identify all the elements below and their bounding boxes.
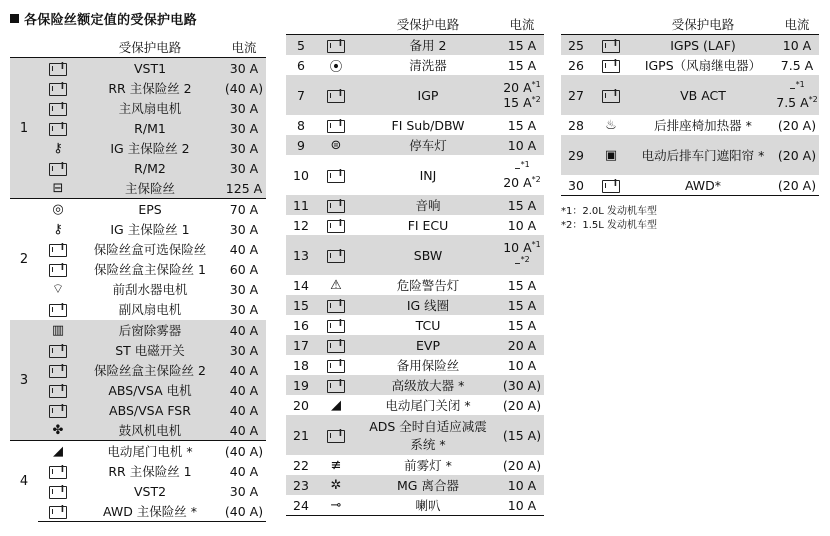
fuse-number: 27 (561, 75, 591, 115)
circuit-label: SBW (356, 235, 500, 275)
circuit-label: 备用保险丝 (396, 358, 460, 373)
circuit-label: AWD 主保险丝 * (78, 501, 222, 522)
ignition-icon: ⚷ (53, 222, 63, 237)
current-value: 125 A (222, 178, 266, 199)
fuse-number: 10 (293, 167, 309, 183)
table-row (10, 178, 266, 199)
book-icon (49, 466, 67, 479)
current-value: 40 A (222, 380, 266, 400)
fuse-number: 13 (286, 235, 316, 275)
circuit-label: 主保险丝 (78, 178, 222, 199)
current-value: 10 A (507, 357, 537, 373)
book-icon (49, 385, 67, 398)
book-icon (49, 163, 67, 176)
circuit-label: 清洗器 (409, 58, 447, 73)
table-row (10, 118, 266, 138)
current-value: –$^{*1}$ 20 $A^{*2}$ (503, 159, 541, 191)
battery-icon: ⊟ (52, 181, 64, 196)
book-icon (327, 40, 345, 53)
table-row (10, 441, 266, 462)
foglight-icon: ≢ (330, 458, 342, 473)
table-row (286, 455, 544, 475)
circuit-label: RR 主保险丝 2 (78, 78, 222, 98)
current-value: 15 A (507, 117, 537, 133)
table-row (10, 239, 266, 259)
page-title: 各保险丝额定值的受保护电路 (10, 9, 197, 28)
current-value: 40 A (222, 320, 266, 341)
current-value: 7.5 A (780, 57, 814, 73)
current-value: 70 A (222, 199, 266, 220)
book-icon (49, 405, 67, 418)
book-icon (602, 90, 620, 103)
wiper-icon: ⌔ (51, 282, 65, 297)
book-icon (327, 340, 345, 353)
footnote-2: *2：1.5L 发动机车型 (561, 220, 658, 231)
current-value: 40 A (222, 360, 266, 380)
group-number: 2 (10, 199, 38, 320)
current-value: (20 A) (502, 397, 542, 413)
defrost-icon: ▥ (51, 323, 65, 338)
circuit-label: 后窗除雾器 (78, 320, 222, 341)
fuse-number: 26 (568, 57, 584, 73)
table-row (561, 115, 819, 135)
fan-icon: ✤ (52, 423, 64, 438)
table-row (286, 355, 544, 375)
book-icon (602, 60, 620, 73)
book-icon (327, 380, 345, 393)
fuse-number: 5 (286, 35, 316, 56)
current-value: 10 A (500, 475, 544, 495)
header-current: 电流 (500, 14, 544, 35)
fuse-number: 30 (561, 175, 591, 196)
current-value: 10 A (500, 135, 544, 155)
fuse-table-3 (561, 14, 819, 196)
footnote-1: *1：2.0L 发动机车型 (561, 206, 658, 217)
fuse-number: 29 (561, 135, 591, 175)
book-icon (327, 300, 345, 313)
table-row (286, 235, 544, 275)
hazard-icon: ⚠ (330, 278, 342, 293)
current-value: 20 $A^{*1}$ 15 $A^{*2}$ (500, 75, 544, 115)
circuit-label: R/M2 (78, 158, 222, 178)
table-row (286, 415, 544, 455)
table-row (286, 295, 544, 315)
fuse-number: 28 (568, 117, 584, 133)
circuit-label: MG 离合器 (356, 475, 500, 495)
circuit-label: 电动尾门关闭 * (385, 398, 471, 413)
fuse-number: 15 (286, 295, 316, 315)
current-value: 10 A (507, 217, 537, 233)
circuit-label: 前雾灯 * (404, 458, 452, 473)
current-value: 15 A (500, 35, 544, 56)
circuit-label: 保险丝盒主保险丝 2 (78, 360, 222, 380)
table-row (286, 115, 544, 135)
circuit-label: ST 电磁开关 (78, 340, 222, 360)
steering-icon: ◎ (52, 202, 64, 217)
current-value: 15 A (507, 277, 537, 293)
table-row (561, 35, 819, 56)
book-icon (602, 40, 620, 53)
table-row (561, 175, 819, 196)
circuit-label: 电动尾门电机 * (78, 441, 222, 462)
circuit-label: IG 主保险丝 2 (78, 138, 222, 158)
table-row (10, 259, 266, 279)
current-value: (30 A) (500, 375, 544, 395)
fuse-number: 9 (286, 135, 316, 155)
group-number: 3 (10, 320, 38, 441)
fuse-number: 19 (286, 375, 316, 395)
fuse-number: 24 (286, 495, 316, 516)
table-row (10, 501, 266, 522)
circuit-label: R/M1 (78, 118, 222, 138)
book-icon (49, 365, 67, 378)
current-value: 30 A (222, 118, 266, 138)
table-row (286, 375, 544, 395)
header-circuit: 受保护电路 (78, 37, 222, 58)
table-row (10, 481, 266, 501)
fuse-number: 16 (293, 317, 309, 333)
fuse-number: 22 (293, 457, 309, 473)
circuit-label: VST1 (78, 58, 222, 79)
circuit-label: 高级放大器 * (356, 375, 500, 395)
table-row (286, 275, 544, 295)
circuit-label: AWD* (631, 175, 775, 196)
fuse-table-1 (10, 37, 266, 522)
book-icon (327, 360, 345, 373)
current-value: 20 A (500, 335, 544, 355)
fuse-number: 23 (286, 475, 316, 495)
book-icon (49, 123, 67, 136)
current-value: 40 A (222, 400, 266, 420)
fuse-number: 7 (286, 75, 316, 115)
book-icon (49, 264, 67, 277)
table-row (10, 78, 266, 98)
circuit-label: 喇叭 (356, 495, 500, 516)
circuit-label: 音响 (356, 195, 500, 215)
table-row (10, 98, 266, 118)
circuit-label: 副风扇电机 (118, 302, 182, 317)
book-icon (49, 103, 67, 116)
table-row (286, 215, 544, 235)
current-value: 30 A (229, 281, 259, 297)
table-row (286, 75, 544, 115)
circuit-label: ADS 全时自适应减震系统 * (356, 415, 500, 455)
table-row (561, 135, 819, 175)
circuit-label: IGPS (LAF) (631, 35, 775, 56)
fuse-table-2 (286, 14, 544, 516)
horn-icon: ⊸ (330, 498, 342, 513)
current-value: 30 A (222, 340, 266, 360)
current-value: 40 A (222, 420, 266, 441)
current-value: 10 A (500, 495, 544, 516)
circuit-label: IG 主保险丝 1 (110, 222, 190, 237)
table-row (10, 199, 266, 220)
book-icon (327, 320, 345, 333)
table-row (10, 400, 266, 420)
current-value: 30 A (229, 483, 259, 499)
table-row (286, 195, 544, 215)
current-value: (20 A) (777, 117, 817, 133)
table-row (10, 158, 266, 178)
circuit-label: 备用 2 (356, 35, 500, 56)
circuit-label: IGP (356, 75, 500, 115)
current-value: 40 A (229, 463, 259, 479)
circuit-label: 前刮水器电机 (112, 282, 188, 297)
circuit-label: 电动后排车门遮阳帘 * (631, 135, 775, 175)
parking-icon: ⊜ (330, 138, 342, 153)
header-circuit: 受保护电路 (631, 14, 775, 35)
circuit-label: 停车灯 (356, 135, 500, 155)
book-icon (602, 180, 620, 193)
circuit-label: INJ (419, 167, 437, 183)
circuit-label: VST2 (133, 483, 167, 499)
circuit-label: FI ECU (407, 217, 449, 233)
circuit-label: 后排座椅加热器 * (654, 118, 752, 133)
circuit-label: VB ACT (631, 75, 775, 115)
current-value: 15 A (500, 295, 544, 315)
table-row (10, 299, 266, 320)
group-number: 1 (10, 58, 38, 199)
sunshade-icon: ▣ (604, 148, 618, 163)
table-row (10, 279, 266, 299)
current-value: 30 A (229, 301, 259, 317)
circuit-label: TCU (415, 317, 441, 333)
circuit-label: IG 线圈 (356, 295, 500, 315)
fuse-number: 12 (293, 217, 309, 233)
table-row (286, 315, 544, 335)
book-icon (327, 90, 345, 103)
current-value: (20 A) (775, 175, 819, 196)
current-value: 10 A (775, 35, 819, 56)
circuit-label: EVP (356, 335, 500, 355)
table-row (286, 495, 544, 516)
current-value: (40 A) (222, 78, 266, 98)
book-icon (327, 220, 345, 233)
table-row (10, 138, 266, 158)
circuit-label: 保险丝盒主保险丝 1 (94, 262, 206, 277)
book-icon (327, 250, 345, 263)
book-icon (49, 63, 67, 76)
table-row (10, 320, 266, 341)
seatheat-icon: ♨ (605, 118, 617, 133)
fuse-number: 8 (297, 117, 305, 133)
current-value: 30 A (222, 158, 266, 178)
table-row (286, 395, 544, 415)
circuit-label: 保险丝盒可选保险丝 (93, 242, 207, 257)
current-value: 30 A (229, 221, 259, 237)
table-row (561, 75, 819, 115)
book-icon (49, 244, 67, 257)
table-row (286, 135, 544, 155)
current-value: 15 A (507, 57, 537, 73)
book-icon (327, 120, 345, 133)
current-value: (20 A) (775, 135, 819, 175)
table-row (286, 35, 544, 56)
circuit-label: 危险警告灯 (396, 278, 460, 293)
table-row (10, 340, 266, 360)
tailgate-icon: ◢ (331, 398, 341, 413)
book-icon (49, 506, 67, 519)
current-value: 10 $A^{*1}$ –$^{*2}$ (500, 235, 544, 275)
current-value: –$^{*1}$ 7.5 $A^{*2}$ (775, 75, 819, 115)
fuse-number: 11 (286, 195, 316, 215)
current-value: (20 A) (502, 457, 542, 473)
current-value: 60 A (229, 261, 259, 277)
circuit-label: FI Sub/DBW (391, 117, 465, 133)
header-current: 电流 (775, 14, 819, 35)
washer-icon: ⦿ (329, 59, 343, 75)
header-circuit: 受保护电路 (356, 14, 500, 35)
book-icon (327, 430, 345, 443)
table-row (10, 380, 266, 400)
current-value: 40 A (229, 241, 259, 257)
current-value: (15 A) (500, 415, 544, 455)
current-value: 15 A (500, 195, 544, 215)
book-icon (49, 345, 67, 358)
book-icon (327, 170, 345, 183)
tailgate-icon: ◢ (53, 444, 63, 459)
table-row (286, 335, 544, 355)
book-icon (327, 200, 345, 213)
book-icon (49, 304, 67, 317)
circuit-label: RR 主保险丝 1 (108, 464, 192, 479)
fuse-number: 18 (293, 357, 309, 373)
table-row (286, 155, 544, 195)
current-value: 30 A (222, 138, 266, 158)
table-row (10, 461, 266, 481)
book-icon (49, 83, 67, 96)
circuit-label: EPS (78, 199, 222, 220)
circuit-label: 鼓风机电机 (78, 420, 222, 441)
fuse-number: 20 (293, 397, 309, 413)
table-row (10, 420, 266, 441)
fuse-number: 25 (561, 35, 591, 56)
header-current: 电流 (222, 37, 266, 58)
fuse-number: 21 (286, 415, 316, 455)
current-value: 30 A (222, 98, 266, 118)
fuse-number: 14 (293, 277, 309, 293)
current-value: (40 A) (222, 441, 266, 462)
table-row (10, 219, 266, 239)
current-value: 30 A (222, 58, 266, 79)
current-value: 15 A (507, 317, 537, 333)
table-row (10, 58, 266, 79)
group-number: 4 (10, 441, 38, 522)
book-icon (49, 486, 67, 499)
table-row (286, 55, 544, 75)
gear-icon: ✲ (330, 478, 342, 493)
table-row (286, 475, 544, 495)
table-row (10, 360, 266, 380)
circuit-label: ABS/VSA 电机 (78, 380, 222, 400)
fuse-number: 17 (286, 335, 316, 355)
circuit-label: IGPS（风扇继电器） (644, 58, 762, 73)
fuse-number: 6 (297, 57, 305, 73)
current-value: (40 A) (222, 501, 266, 522)
table-row (561, 55, 819, 75)
circuit-label: ABS/VSA FSR (78, 400, 222, 420)
circuit-label: 主风扇电机 (78, 98, 222, 118)
ignition-icon: ⚷ (53, 141, 63, 156)
